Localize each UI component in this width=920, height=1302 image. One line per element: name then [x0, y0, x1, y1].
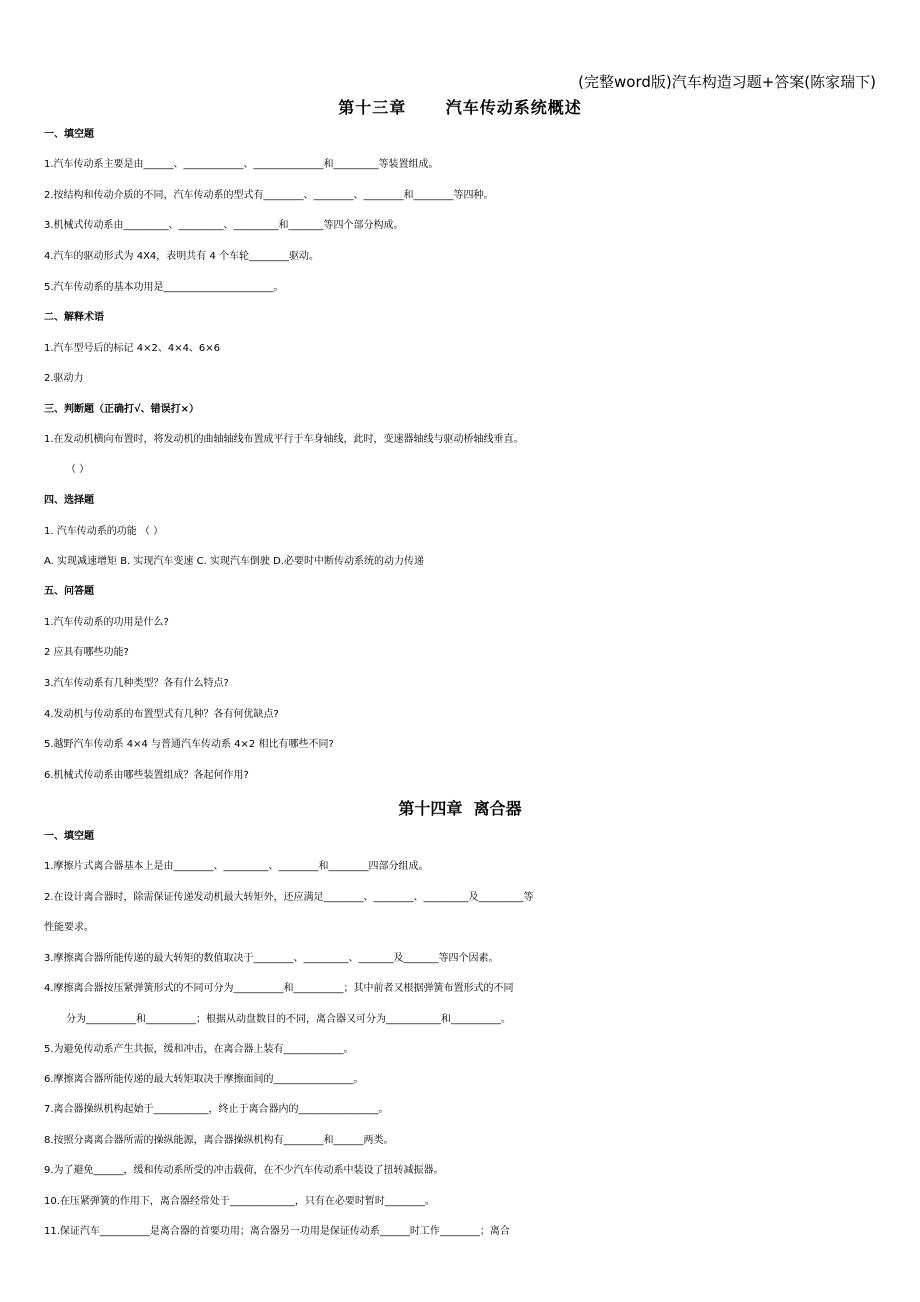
header-note: (完整word版)汽车构造习题+答案(陈家瑞下): [578, 73, 876, 91]
ch14-fill-q11: 11.保证汽车__________是离合器的首要功用；离合器另一功用是保证传动系______时工作________；离合: [44, 1226, 510, 1237]
ch14-fill-q4-cont: 分为__________和__________；根据从动盘数目的不同，离合器又可分为___________和__________。: [66, 1014, 511, 1025]
ch14-fill-q1: 1.摩擦片式离合器基本上是由________、_________、________和________四部分组成。: [44, 861, 429, 872]
ch13-judge-heading: 三、判断题（正确打√、错误打×）: [44, 404, 200, 415]
ch14-fill-q6: 6.摩擦离合器所能传递的最大转矩取决于摩擦面间的________________。: [44, 1074, 364, 1085]
ch13-choice-q1: 1. 汽车传动系的功能 （ ）: [44, 526, 164, 537]
ch13-terms-1: 1.汽车型号后的标记 4×2、4×4、6×6: [44, 343, 221, 354]
ch14-fill-q10: 10.在压紧弹簧的作用下，离合器经常处于_____________，只有在必要时暂时________。: [44, 1196, 435, 1207]
chapter-13-title: 第十三章 汽车传动系统概述: [338, 98, 582, 117]
ch13-qa-2: 2 应具有哪些功能?: [44, 647, 129, 658]
ch14-fill-q3: 3.摩擦离合器所能传递的最大转矩的数值取决于________、_________、_______及_______等四个因素。: [44, 953, 499, 964]
ch13-judge-1: 1.在发动机横向布置时，将发动机的曲轴轴线布置成平行于车身轴线，此时，变速器轴线与驱动桥轴线垂直。: [44, 434, 524, 445]
ch13-fill-q1: 1.汽车传动系主要是由______、____________、______________和_________等装置组成。: [44, 159, 439, 170]
ch13-qa-3: 3.汽车传动系有几种类型？各有什么特点?: [44, 678, 229, 689]
ch13-judge-1-answer: （ ）: [66, 464, 90, 475]
ch13-terms-heading: 二、解释术语: [44, 312, 104, 323]
ch13-choice-options: A. 实现减速增矩 B. 实现汽车变速 C. 实现汽车倒驶 D.必要时中断传动系统的动力传递: [44, 556, 424, 567]
ch14-fill-q4: 4.摩擦离合器按压紧弹簧形式的不同可分为__________和__________；其中前者又根据弹簧布置形式的不同: [44, 983, 514, 994]
ch13-choice-heading: 四、选择题: [44, 495, 94, 506]
ch13-qa-5: 5.越野汽车传动系 4×4 与普通汽车传动系 4×2 相比有哪些不同?: [44, 739, 334, 750]
ch13-qa-4: 4.发动机与传动系的布置型式有几种？各有何优缺点?: [44, 709, 279, 720]
chapter-14-title: 第十四章 离合器: [398, 799, 522, 818]
ch14-fill-q7: 7.离合器操纵机构起始于___________，终止于离合器内的________________。: [44, 1104, 389, 1115]
ch13-fill-q3: 3.机械式传动系由_________、_________、_________和_______等四个部分构成。: [44, 220, 404, 231]
ch13-fill-q2: 2.按结构和传动介质的不同，汽车传动系的型式有________、________、________和________等四种。: [44, 190, 494, 201]
ch13-terms-2: 2.驱动力: [44, 373, 84, 384]
ch13-fill-heading: 一、填空题: [44, 129, 94, 140]
ch14-fill-q9: 9.为了避免______，缓和传动系所受的冲击载荷，在不少汽车传动系中装设了扭转减振器。: [44, 1165, 444, 1176]
ch14-fill-heading: 一、填空题: [44, 831, 94, 842]
ch13-qa-heading: 五、问答题: [44, 586, 94, 597]
ch13-qa-1: 1.汽车传动系的功用是什么?: [44, 617, 169, 628]
ch14-fill-q2-cont: 性能要求。: [44, 922, 94, 933]
ch13-fill-q5: 5.汽车传动系的基本功用是______________________。: [44, 282, 284, 293]
ch13-qa-6: 6.机械式传动系由哪些装置组成？各起何作用?: [44, 770, 249, 781]
ch14-fill-q8: 8.按照分离离合器所需的操纵能源，离合器操纵机构有________和______两类。: [44, 1135, 394, 1146]
ch13-fill-q4: 4.汽车的驱动形式为 4X4，表明共有 4 个车轮________驱动。: [44, 251, 320, 262]
ch14-fill-q2: 2.在设计离合器时，除需保证传递发动机最大转矩外，还应满足________、________、_________及_________等: [44, 892, 534, 903]
ch14-fill-q5: 5.为避免传动系产生共振，缓和冲击，在离合器上装有____________。: [44, 1044, 354, 1055]
